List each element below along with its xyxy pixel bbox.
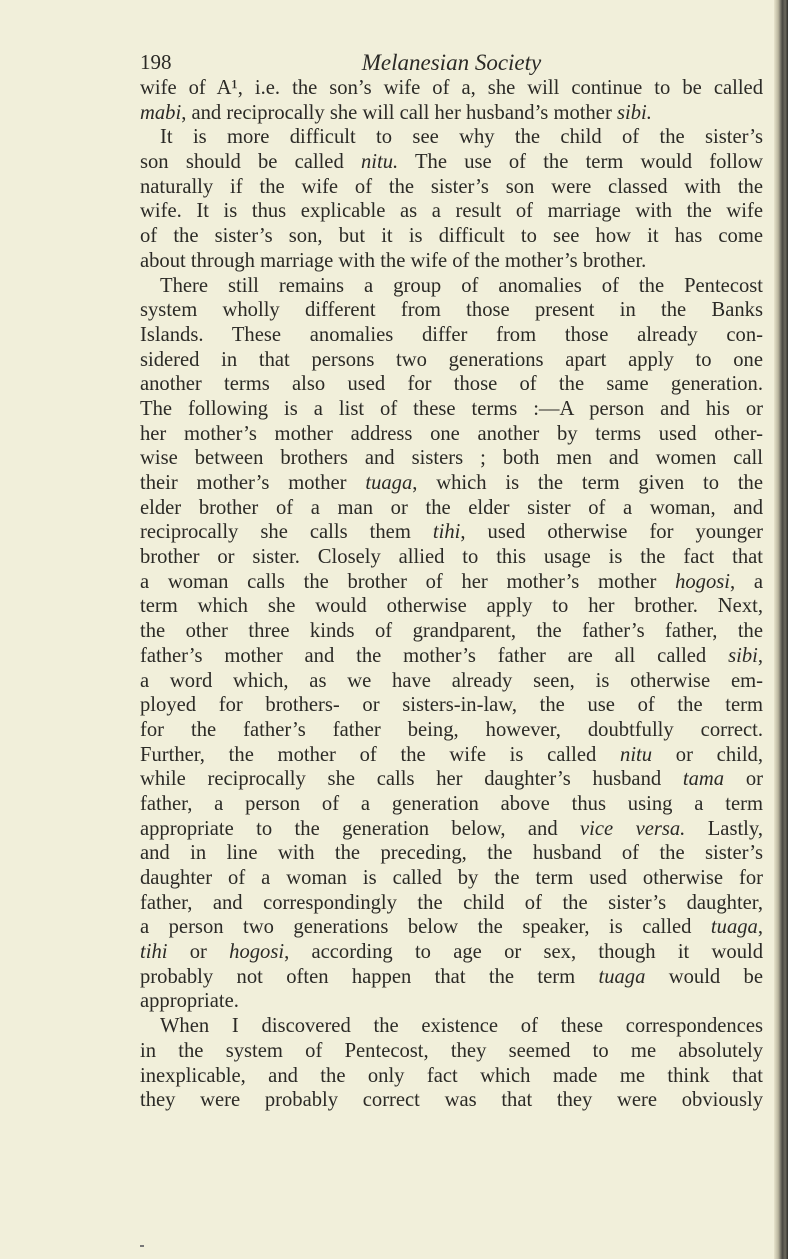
text-line — [140, 1014, 763, 1039]
text-run: ployed for brothers- or sisters-in-law, the use of the term — [140, 694, 763, 717]
text-line — [140, 397, 763, 422]
text-line — [140, 644, 763, 669]
italic-term: tihi — [432, 521, 461, 544]
text-run: father, a person of a generation above thus using a term — [140, 792, 763, 815]
italic-term: vice versa. — [580, 817, 686, 840]
text-line — [140, 76, 763, 101]
italic-term: sibi — [728, 644, 758, 667]
book-binding-shadow — [774, 0, 788, 1259]
italic-term: tama — [682, 768, 725, 791]
text-line — [140, 323, 763, 348]
text-run: and in line with the preceding, the husband of the sister’s — [140, 842, 763, 865]
text-run: they were probably correct was that they were obviously — [140, 1089, 763, 1112]
text-line — [140, 989, 763, 1014]
text-line — [140, 224, 763, 249]
text-run: her mother’s mother address one another by terms used other- — [140, 422, 763, 445]
text-run: the other three kinds of grandparent, the father’s father, the — [140, 620, 763, 643]
text-line — [140, 743, 763, 768]
text-run: wife of A¹, i.e. the son’s wife of a, she will continue to be called — [140, 77, 763, 99]
text-line — [140, 175, 763, 200]
text-line — [140, 619, 763, 644]
text-line — [140, 520, 763, 545]
text-run: inexplicable, and the only fact which made me think that — [140, 1064, 763, 1087]
text-run: reciprocally she calls them — [140, 521, 433, 544]
text-run: probably not often happen that the term — [140, 965, 599, 988]
text-line — [140, 1088, 763, 1113]
text-run: , — [757, 644, 763, 667]
text-run: It is more difficult to see why the child of the sister’s — [160, 126, 763, 149]
italic-term: tuaga — [598, 965, 646, 988]
text-line — [140, 101, 763, 126]
text-run: Further, the mother of the wife is called — [140, 743, 621, 766]
text-line — [140, 1064, 763, 1089]
text-run: elder brother of a man or the elder sister of a woman, and — [140, 496, 763, 519]
italic-term: tuaga — [365, 472, 413, 494]
text-run: When I discovered the existence of these correspondences — [160, 1015, 763, 1038]
italic-term: tihi — [140, 941, 168, 964]
text-run: a person two generations below the speaker, is called — [140, 916, 711, 939]
text-line — [140, 767, 763, 792]
text-line — [140, 718, 763, 743]
text-run: father’s mother and the mother’s father are all called — [140, 644, 729, 667]
text-line — [140, 298, 763, 323]
text-run: , which is the term given to the — [412, 472, 763, 494]
text-line — [140, 817, 763, 842]
text-run: The following is a list of these terms :—A person and his or — [140, 397, 763, 420]
text-line — [140, 150, 763, 175]
text-run: system wholly different from those present in the Banks — [140, 299, 763, 322]
text-run: wife. It is thus explicable as a result of marriage with the wife — [140, 200, 763, 223]
text-run: , used otherwise for younger — [460, 521, 763, 544]
text-line — [140, 1039, 763, 1064]
body-text — [140, 76, 763, 1113]
text-run: , — [757, 916, 763, 939]
text-run: a word which, as we have already seen, is otherwise em- — [140, 669, 763, 692]
text-line — [140, 199, 763, 224]
text-line — [140, 792, 763, 817]
text-run: , according to age or sex, though it would — [284, 941, 764, 964]
text-run: , and reciprocally she will call her husband’s mother — [181, 101, 617, 124]
italic-term: mabi — [140, 101, 182, 124]
text-line — [140, 372, 763, 397]
text-run: another terms also used for those of the same generation. — [140, 373, 763, 396]
italic-term: hogosi — [229, 941, 285, 964]
text-line — [140, 422, 763, 447]
text-run: Lastly, — [685, 817, 764, 840]
text-run: or child, — [652, 743, 764, 766]
text-run: for the father’s father being, however, doubtfully correct. — [140, 718, 763, 741]
text-line — [140, 669, 763, 694]
text-run: or — [167, 941, 230, 964]
running-title: Melanesian Society — [361, 50, 542, 75]
italic-term: hogosi — [675, 570, 730, 593]
italic-term: nitu — [620, 743, 653, 766]
page-number: 198 — [140, 50, 172, 74]
text-run: or — [724, 768, 763, 791]
text-line — [140, 891, 763, 916]
text-run: a woman calls the brother of her mother’s mother — [140, 570, 676, 593]
text-run: while reciprocally she calls her daughter’s husband — [140, 768, 683, 791]
text-run: brother or sister. Closely allied to this usage is the fact that — [140, 546, 763, 569]
text-line — [140, 965, 763, 990]
text-run: term which she would otherwise apply to her brother. Next, — [140, 595, 763, 618]
text-line — [140, 348, 763, 373]
text-run: about through marriage with the wife of the mother’s brother. — [140, 249, 647, 272]
text-line — [140, 866, 763, 891]
italic-term: nitu. — [360, 151, 399, 174]
text-line — [140, 496, 763, 521]
text-run: sidered in that persons two generations apart apply to one — [140, 348, 763, 371]
italic-term: tuaga — [710, 916, 758, 939]
text-line — [140, 249, 763, 274]
italic-term: sibi. — [616, 101, 652, 124]
text-line — [140, 274, 763, 299]
text-run: daughter of a woman is called by the term used otherwise for — [140, 867, 763, 889]
text-run: in the system of Pentecost, they seemed to me absolutely — [140, 1039, 763, 1062]
text-line — [140, 693, 763, 718]
text-line — [140, 446, 763, 471]
text-run: of the sister’s son, but it is difficult to see how it has come — [140, 225, 763, 248]
text-run: son should be called — [140, 151, 361, 174]
page-header — [140, 50, 763, 78]
text-line — [140, 570, 763, 595]
text-run: There still remains a group of anomalies of the Pentecost — [160, 274, 763, 297]
text-line — [140, 594, 763, 619]
text-line — [140, 125, 763, 150]
text-run: naturally if the wife of the sister’s son were classed with the — [140, 175, 763, 198]
text-run: The use of the term would follow — [398, 151, 763, 174]
text-line — [140, 545, 763, 570]
text-run: Islands. These anomalies differ from those already con- — [140, 323, 763, 346]
text-run: appropriate. — [140, 990, 239, 1013]
scan-mark — [140, 1245, 144, 1247]
text-line — [140, 471, 763, 496]
text-line — [140, 841, 763, 866]
text-run: , a — [730, 570, 763, 593]
text-run: appropriate to the generation below, and — [140, 817, 581, 840]
text-run: would be — [645, 965, 763, 988]
text-run: wise between brothers and sisters ; both men and women call — [140, 447, 763, 470]
text-run: father, and correspondingly the child of the sister’s daughter, — [140, 891, 763, 914]
text-line — [140, 940, 763, 965]
text-run: their mother’s mother — [140, 472, 366, 494]
text-line — [140, 915, 763, 940]
